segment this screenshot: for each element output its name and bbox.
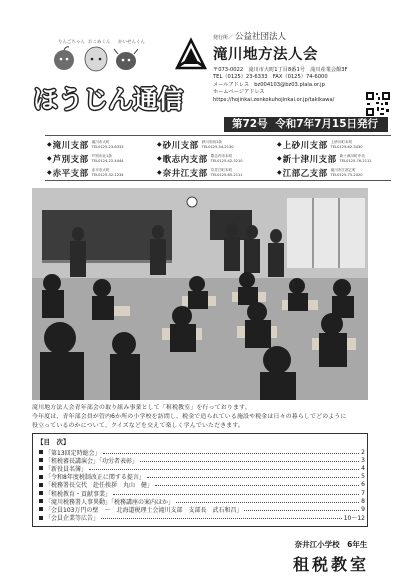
branch-info (331, 140, 363, 148)
branch-name: 芦別支部 (52, 154, 89, 165)
branch-list (45, 135, 391, 181)
photo-caption (272, 531, 390, 581)
diamond-icon: ◆ (47, 155, 52, 162)
branch-name: 江部乙支部 (282, 168, 328, 179)
diamond-icon: ◆ (157, 155, 162, 162)
branch-phone: TEL0125-76-2111 (339, 158, 372, 163)
branch-name: 新十津川支部 (282, 154, 337, 165)
issue-date: 令和7年7月15日発行 (275, 118, 379, 130)
branch-info (211, 154, 243, 162)
leader-dots (140, 461, 359, 462)
rice-mascot-icon (85, 47, 107, 71)
newsletter-logo: ほうじん通信 (33, 85, 184, 114)
branch-info (92, 168, 124, 176)
branch-takikawa (47, 138, 124, 151)
branch-ebeotsu (277, 166, 363, 179)
homepage-url: https://hojinkai.zenkokuhojinkai.or.jp/takikawa/ (213, 96, 335, 103)
diamond-icon: ◆ (47, 141, 52, 148)
branch-shintotsukawa (277, 152, 372, 165)
square-bullet-icon (39, 499, 43, 503)
square-bullet-icon (39, 491, 43, 495)
branch-info (92, 154, 124, 162)
leader-dots (113, 494, 359, 495)
toc-item-title: 「新役員名簿」 (45, 465, 88, 473)
publisher-label: 発行所／ (213, 35, 234, 41)
mascot-label-rice: おこめくん (88, 40, 111, 45)
toc-item-page: 5 (361, 473, 365, 481)
branch-kamisunagawa (277, 138, 363, 151)
branch-phone: TEL0124-22-4444 (91, 158, 124, 163)
table-of-contents (32, 433, 368, 527)
branch-utashinai (157, 152, 243, 165)
toc-item-page: 9 (361, 505, 365, 513)
toc-item-page: 4 (361, 464, 365, 472)
branch-name: 上砂川支部 (282, 140, 328, 151)
homepage-label: ホームページアドレス (213, 89, 265, 96)
leader-dots (101, 518, 342, 519)
leader-dots (147, 477, 359, 478)
square-bullet-icon (39, 458, 43, 462)
diamond-icon: ◆ (277, 141, 282, 148)
diamond-icon: ◆ (47, 169, 52, 176)
toc-list (39, 448, 365, 522)
diamond-icon: ◆ (157, 141, 162, 148)
branch-address: 芦別市北1条 (91, 154, 112, 159)
diamond-icon: ◆ (277, 169, 282, 176)
issue-band (224, 117, 388, 132)
address-line: 〒073-0022 滝川市大町1丁目8番1号 滝川産業会館3F (213, 67, 348, 73)
branch-sunagawa (157, 138, 234, 151)
square-bullet-icon (39, 450, 43, 454)
caption-title: 租税教室 (292, 555, 369, 574)
toc-item[interactable] (39, 514, 365, 522)
mascot-label-seafood: かいせんくん (118, 40, 145, 45)
qr-code-icon (365, 91, 391, 117)
toc-item-title: 「第13回定時総会」 (45, 449, 101, 457)
toc-title: 【目 次】 (37, 438, 70, 446)
org-type: 公益社団法人 (235, 32, 287, 42)
leader-dots (176, 502, 359, 503)
toc-item-page: 10〜12 (343, 515, 365, 523)
square-bullet-icon (39, 466, 43, 470)
toc-item-page: 7 (361, 489, 365, 497)
toc-item-title: 「税務署長交代 赴任挨拶 丸山 健」 (45, 482, 154, 490)
branch-phone: TEL0125-32-1234 (91, 172, 124, 177)
branch-address: 滝川市大町 (91, 140, 110, 145)
branch-phone: TEL0125-54-2130 (201, 144, 234, 149)
branch-akabira (47, 166, 124, 179)
branch-name: 砂川支部 (162, 140, 199, 151)
mascot-illustration (38, 42, 154, 72)
leader-dots (155, 485, 359, 486)
toc-item-title: 「会員103万円の壁 ～ 北海道税理士会滝川支部 支部長 武石和昌」 (45, 506, 243, 514)
toc-item-title: 「令和8年度税制改正に関する提言」 (45, 474, 145, 482)
branch-address: 赤平市大町 (91, 168, 110, 173)
intro-line: 滝川地方法人会青年部会の取り組み事業として「租税教室」を行っております。 (32, 405, 251, 411)
toc-item-title: 「租税教育・貢献事業」 (45, 490, 112, 498)
branch-address: 奈井江町本町 (210, 168, 233, 173)
branch-name: 滝川支部 (52, 140, 89, 151)
toc-item-page: 3 (361, 456, 365, 464)
branch-ashibetsu (47, 152, 124, 165)
toc-item-page: 8 (361, 497, 365, 505)
branch-info (340, 154, 372, 162)
branch-info (92, 140, 124, 148)
toc-item-title: 「租税審長講演会」「功労者表彰」 (45, 457, 139, 465)
branch-address: 上砂川町本町 (330, 140, 353, 145)
masthead (0, 0, 400, 112)
intro-text (32, 404, 372, 432)
branch-name: 赤平支部 (52, 168, 89, 179)
intro-line: 役立っているのかについて、クイズなどを交えて楽しく学んでいただきます。 (32, 423, 245, 430)
branch-info (211, 168, 243, 176)
branch-phone: TEL0125-65-2111 (210, 172, 243, 177)
phone-line: TEL（0125）23-6333 FAX（0125）74-6000 (213, 74, 328, 81)
leader-dots (103, 453, 360, 454)
branch-naie (157, 166, 243, 179)
email-line: メールアドレス bz004103@bz03.plala.or.jp (213, 81, 325, 88)
toc-item-page: 2 (361, 448, 365, 456)
hojinkai-emblem-icon (174, 38, 208, 72)
branch-phone: TEL0125-23-6333 (91, 144, 124, 149)
diamond-icon: ◆ (277, 155, 282, 162)
square-bullet-icon (39, 516, 43, 520)
mascot-label-apple: りんごちゃん (58, 40, 85, 45)
issue-number: 第72号 (232, 118, 268, 130)
toc-item[interactable] (39, 456, 365, 464)
branch-address: 滝川市江部乙町 (330, 168, 356, 173)
branch-info (331, 168, 363, 176)
diamond-icon: ◆ (157, 169, 162, 176)
toc-item-page: 6 (361, 481, 365, 489)
branch-address: 砂川市西1条 (201, 140, 222, 145)
seafood-mascot-icon (116, 52, 136, 70)
leader-dots (89, 469, 359, 470)
square-bullet-icon (39, 507, 43, 511)
branch-address: 新十津川町中央 (339, 154, 365, 159)
classroom-scene (32, 188, 368, 400)
branch-phone: TEL0125-75-2020 (330, 172, 363, 177)
square-bullet-icon (39, 483, 43, 487)
branch-name: 奈井江支部 (162, 168, 208, 179)
caption-school: 奈井江小学校 6年生 (294, 540, 368, 549)
branch-info (202, 140, 234, 148)
toc-item-title: 「滝川税務署人事異動」「税務講座の案内ほか」 (45, 498, 175, 506)
apple-mascot-icon (54, 50, 74, 70)
leader-dots (244, 510, 359, 511)
intro-line: 今年度は、青年部会員が管内6か所の小学校を訪問し、税金で造られている施設や税金は日々の暮らしでどのように (32, 414, 347, 421)
square-bullet-icon (39, 475, 43, 479)
branch-name: 歌志内支部 (162, 154, 208, 165)
branch-phone: TEL0125-62-3430 (330, 144, 363, 149)
toc-item-title: 「会員企業等広告」 (45, 515, 100, 523)
branch-address: 歌志内市本町 (210, 154, 233, 159)
branch-phone: TEL0125-42-3210 (210, 158, 243, 163)
org-name: 滝川地方法人会 (213, 47, 318, 63)
